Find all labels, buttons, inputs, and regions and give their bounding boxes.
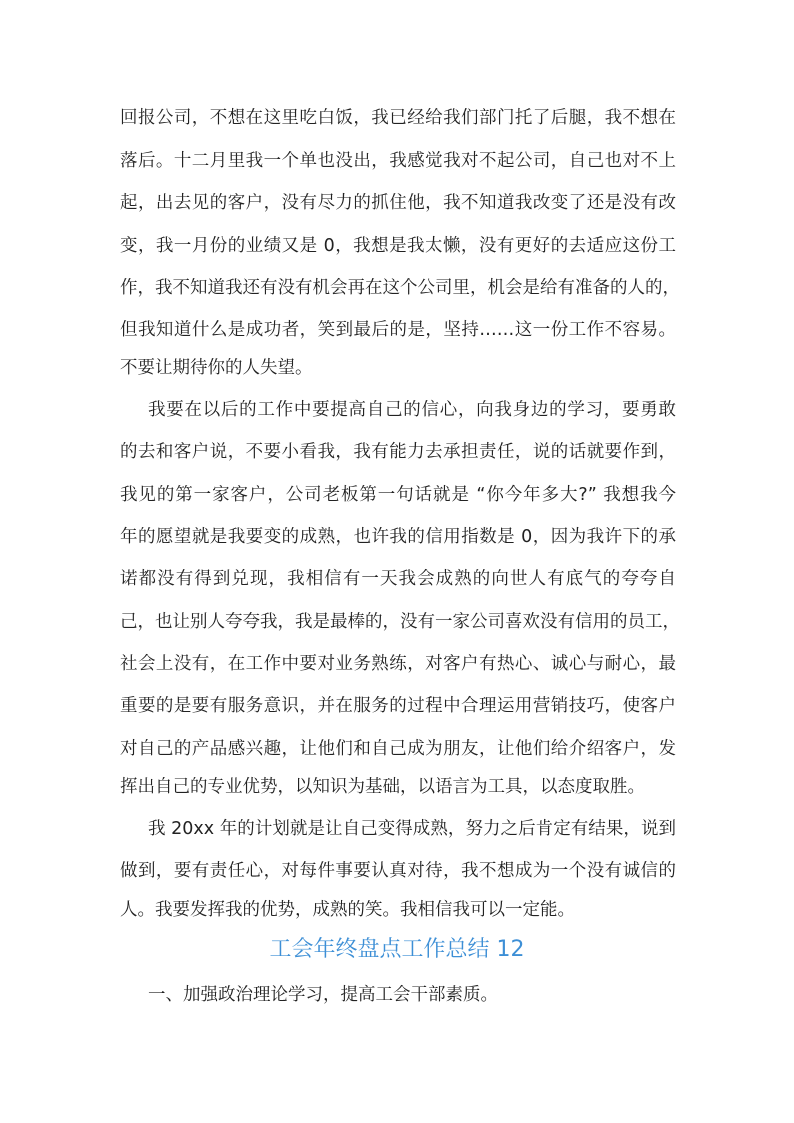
paragraph-line: 年的愿望就是我要变的成熟，也许我的信用指数是 0，因为我许下的承 [120,527,676,547]
paragraph-line: 社会上没有，在工作中要对业务熟练，对客户有热心、诚心与耐心，最 [120,654,676,674]
paragraph-line: 我要在以后的工作中要提高自己的信心，向我身边的学习，要勇敢 [148,400,676,420]
paragraph-line: 变，我一月份的业绩又是 0，我想是我太懒，没有更好的去适应这份工 [120,236,676,256]
paragraph-line: 但我知道什么是成功者，笑到最后的是，坚持……这一份工作不容易。 [120,320,676,340]
paragraph-line: 我 20xx 年的计划就是让自己变得成熟，努力之后肯定有结果，说到 [148,819,676,839]
paragraph-line: 一、加强政治理论学习，提高工会干部素质。 [148,985,498,1005]
paragraph-line: 对自己的产品感兴趣，让他们和自己成为朋友，让他们给介绍客户，发 [120,739,676,759]
paragraph-line: 不要让期待你的人失望。 [120,358,313,378]
paragraph-line: 人。我要发挥我的优势，成熟的笑。我相信我可以一定能。 [120,900,575,920]
section-heading: 工会年终盘点工作总结 12 [269,937,525,962]
paragraph-line: 我见的第一家客户，公司老板第一句话就是 “你今年多大?” 我想我今 [120,485,676,505]
paragraph-line: 回报公司，不想在这里吃白饭，我已经给我们部门托了后腿，我不想在 [120,108,676,128]
paragraph-line: 挥出自己的专业优势，以知识为基础，以语言为工具，以态度取胜。 [120,777,645,797]
paragraph-line: 诺都没有得到兑现，我相信有一天我会成熟的向世人有底气的夸夸自 [120,569,676,589]
paragraph-line: 落后。十二月里我一个单也没出，我感觉我对不起公司，自己也对不上 [120,151,676,171]
paragraph-line: 做到，要有责任心，对每件事要认真对待，我不想成为一个没有诚信的 [120,861,676,881]
paragraph-line: 重要的是要有服务意识，并在服务的过程中合理运用营销技巧，使客户 [120,696,676,716]
paragraph-line: 起，出去见的客户，没有尽力的抓住他，我不知道我改变了还是没有改 [120,193,676,213]
paragraph-line: 作，我不知道我还有没有机会再在这个公司里，机会是给有准备的人的， [120,278,680,298]
paragraph-line: 的去和客户说，不要小看我，我有能力去承担责任，说的话就要作到， [120,442,676,462]
paragraph-line: 己，也让别人夸夸我，我是最棒的，没有一家公司喜欢没有信用的员工， [120,612,680,632]
